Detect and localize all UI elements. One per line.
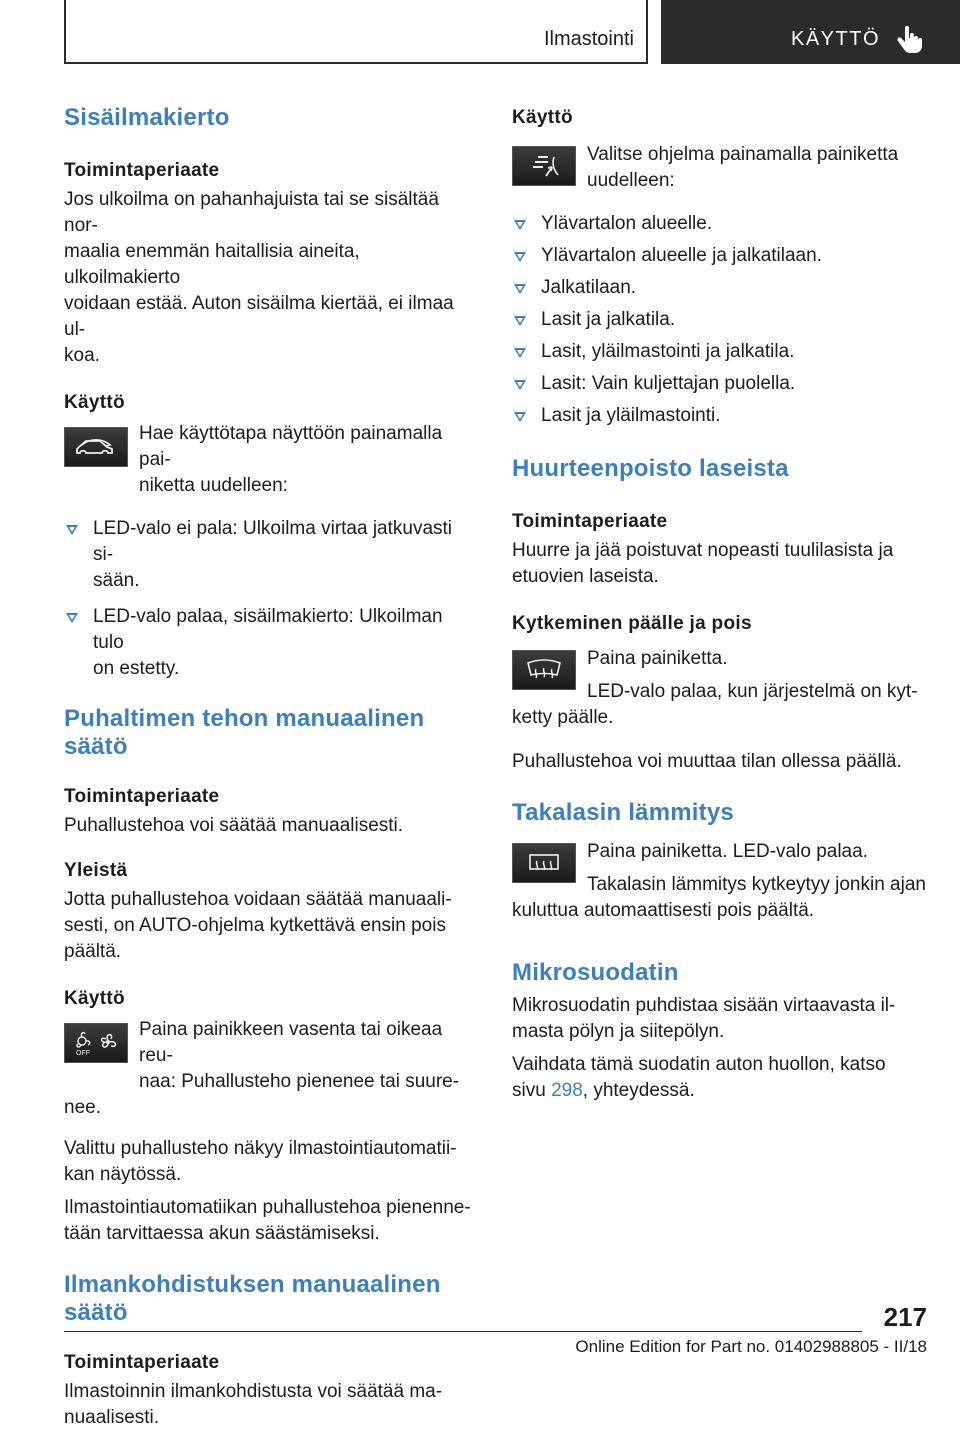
paragraph-line: naa: Puhallusteho pienenee tai suure- bbox=[139, 1071, 460, 1092]
list-item: LED-valo palaa, sisäilmakierto: Ulkoilman tulo on estetty. bbox=[64, 604, 476, 682]
triangle-bullet-icon bbox=[514, 316, 526, 326]
paragraph-line: sivu 298, yhteydessä. bbox=[512, 1080, 695, 1101]
subheading-use: Käyttö bbox=[512, 107, 573, 128]
paragraph-line: Hae käyttötapa näyttöön painamalla pai- bbox=[139, 423, 443, 470]
triangle-bullet-icon bbox=[514, 380, 526, 390]
paragraph-line: päältä. bbox=[64, 941, 122, 962]
footer-edition: Online Edition for Part no. 01402988805 - II/18 bbox=[575, 1337, 927, 1356]
paragraph-line: Paina painikkeen vasenta tai oikeaa reu- bbox=[139, 1019, 443, 1066]
subheading-use: Käyttö bbox=[64, 988, 125, 1009]
paragraph-line: ketty päälle. bbox=[512, 707, 614, 728]
hand-pointer-icon bbox=[897, 26, 923, 54]
windshield-defrost-icon bbox=[516, 655, 572, 685]
header-chapter-box bbox=[661, 0, 960, 64]
paragraph-line: Takalasin lämmitys kytkeytyy jonkin ajan bbox=[587, 874, 926, 895]
paragraph-line: etuovien laseista. bbox=[512, 566, 659, 587]
subheading-use: Käyttö bbox=[64, 392, 125, 413]
rear-window-heating-icon bbox=[516, 848, 572, 878]
paragraph-line: voidaan estää. Auton sisäilma kiertää, ei ilmaa ul- bbox=[64, 293, 454, 340]
subheading-general: Yleistä bbox=[64, 860, 128, 881]
paragraph-line: LED-valo palaa, kun järjestelmä on kyt- bbox=[587, 681, 918, 702]
paragraph: Puhallustehoa voi muuttaa tilan ollessa päällä. bbox=[512, 751, 902, 772]
paragraph: Puhallustehoa voi säätää manuaalisesti. bbox=[64, 815, 404, 836]
section-title-microfilter: Mikrosuodatin bbox=[512, 959, 679, 986]
subheading-principle: Toimintaperiaate bbox=[64, 786, 220, 807]
subheading-switch: Kytkeminen päälle ja pois bbox=[512, 613, 752, 634]
header-chapter-title: KÄYTTÖ bbox=[791, 28, 881, 50]
section-title-rear-heating: Takalasin lämmitys bbox=[512, 799, 734, 826]
list-item: LED-valo ei pala: Ulkoilma virtaa jatkuvasti si- sään. bbox=[64, 516, 476, 594]
paragraph-line: kuluttua automaattisesti pois päältä. bbox=[512, 900, 815, 921]
paragraph-line: tään tarvittaessa akun säästämiseksi. bbox=[64, 1223, 380, 1244]
fan-off-icon bbox=[68, 1028, 124, 1058]
header-section-title: Ilmastointi bbox=[543, 28, 634, 50]
recirculation-list bbox=[64, 516, 476, 682]
list-item: Ylävartalon alueelle ja jalkatilaan. bbox=[512, 243, 928, 269]
air-distribution-button-image bbox=[512, 146, 576, 186]
list-item: Lasit: Vain kuljettajan puolella. bbox=[512, 371, 928, 397]
triangle-bullet-icon bbox=[514, 348, 526, 358]
triangle-bullet-icon bbox=[514, 220, 526, 230]
paragraph-line: kan näytössä. bbox=[64, 1164, 182, 1185]
section-title-defrost: Huurteenpoisto laseista bbox=[512, 455, 789, 482]
triangle-bullet-icon bbox=[514, 252, 526, 262]
paragraph-line: maalia enemmän haitallisia aineita, ulkoilmakierto bbox=[64, 241, 360, 288]
list-item: Lasit ja yläilmastointi. bbox=[512, 403, 928, 429]
off-label: OFF bbox=[76, 1050, 90, 1057]
paragraph-line: Ilmastointiautomatiikan puhallustehoa pienenne- bbox=[64, 1197, 471, 1218]
header-section-box bbox=[64, 0, 648, 64]
paragraph-line: niketta uudelleen: bbox=[139, 475, 288, 496]
page-number: 217 bbox=[883, 1302, 927, 1332]
paragraph-line: koa. bbox=[64, 345, 100, 366]
subheading-principle: Toimintaperiaate bbox=[64, 1352, 220, 1373]
paragraph-line: sesti, on AUTO-ohjelma kytkettävä ensin pois bbox=[64, 915, 446, 936]
recirculation-button-image bbox=[64, 427, 128, 467]
air-distribution-icon bbox=[516, 151, 572, 181]
section-title-fan: Puhaltimen tehon manuaalinen säätö bbox=[64, 705, 425, 760]
triangle-bullet-icon bbox=[514, 412, 526, 422]
list-item: Ylävartalon alueelle. bbox=[512, 211, 928, 237]
paragraph-line: Vaihdata tämä suodatin auton huollon, katso bbox=[512, 1054, 886, 1075]
list-item: Jalkatilaan. bbox=[512, 275, 928, 301]
section-title-recirculation: Sisäilmakierto bbox=[64, 104, 230, 131]
paragraph-line: Jotta puhallustehoa voidaan säätää manuaali- bbox=[64, 889, 452, 910]
air-distribution-list bbox=[512, 211, 928, 429]
paragraph-line: nee. bbox=[64, 1097, 101, 1118]
section-title-air-distribution: Ilmankohdistuksen manuaalinen säätö bbox=[64, 1271, 441, 1326]
left-column bbox=[64, 100, 476, 1431]
defrost-button-image bbox=[512, 650, 576, 690]
triangle-bullet-icon bbox=[514, 284, 526, 294]
paragraph-line: Valitse ohjelma painamalla painiketta bbox=[587, 144, 899, 165]
subheading-principle: Toimintaperiaate bbox=[64, 160, 220, 181]
fan-button-image bbox=[64, 1023, 128, 1063]
paragraph-line: uudelleen: bbox=[587, 170, 675, 191]
triangle-bullet-icon bbox=[66, 613, 78, 623]
paragraph-line: Huurre ja jää poistuvat nopeasti tuulilasista ja bbox=[512, 540, 894, 561]
car-recirculation-icon bbox=[68, 432, 124, 462]
right-column bbox=[512, 100, 928, 1104]
subheading-principle: Toimintaperiaate bbox=[512, 511, 668, 532]
list-item: Lasit, yläilmastointi ja jalkatila. bbox=[512, 339, 928, 365]
paragraph-line: Ilmastoinnin ilmankohdistusta voi säätää ma- bbox=[64, 1381, 443, 1402]
triangle-bullet-icon bbox=[66, 525, 78, 535]
page-reference-link[interactable]: 298 bbox=[551, 1080, 583, 1101]
list-item: Lasit ja jalkatila. bbox=[512, 307, 928, 333]
paragraph-line: Mikrosuodatin puhdistaa sisään virtaavasta il- bbox=[512, 995, 896, 1016]
paragraph-line: Valittu puhallusteho näkyy ilmastointiautomatii- bbox=[64, 1138, 457, 1159]
paragraph-line: nuaalisesti. bbox=[64, 1407, 160, 1428]
footer-divider bbox=[64, 1331, 862, 1332]
paragraph-line: masta pölyn ja siitepölyn. bbox=[512, 1021, 725, 1042]
paragraph-line: Paina painiketta. LED-valo palaa. bbox=[587, 841, 868, 862]
rear-heating-button-image bbox=[512, 843, 576, 883]
paragraph-line: Paina painiketta. bbox=[587, 648, 728, 669]
paragraph-line: Jos ulkoilma on pahanhajuista tai se sisältää nor- bbox=[64, 189, 439, 236]
